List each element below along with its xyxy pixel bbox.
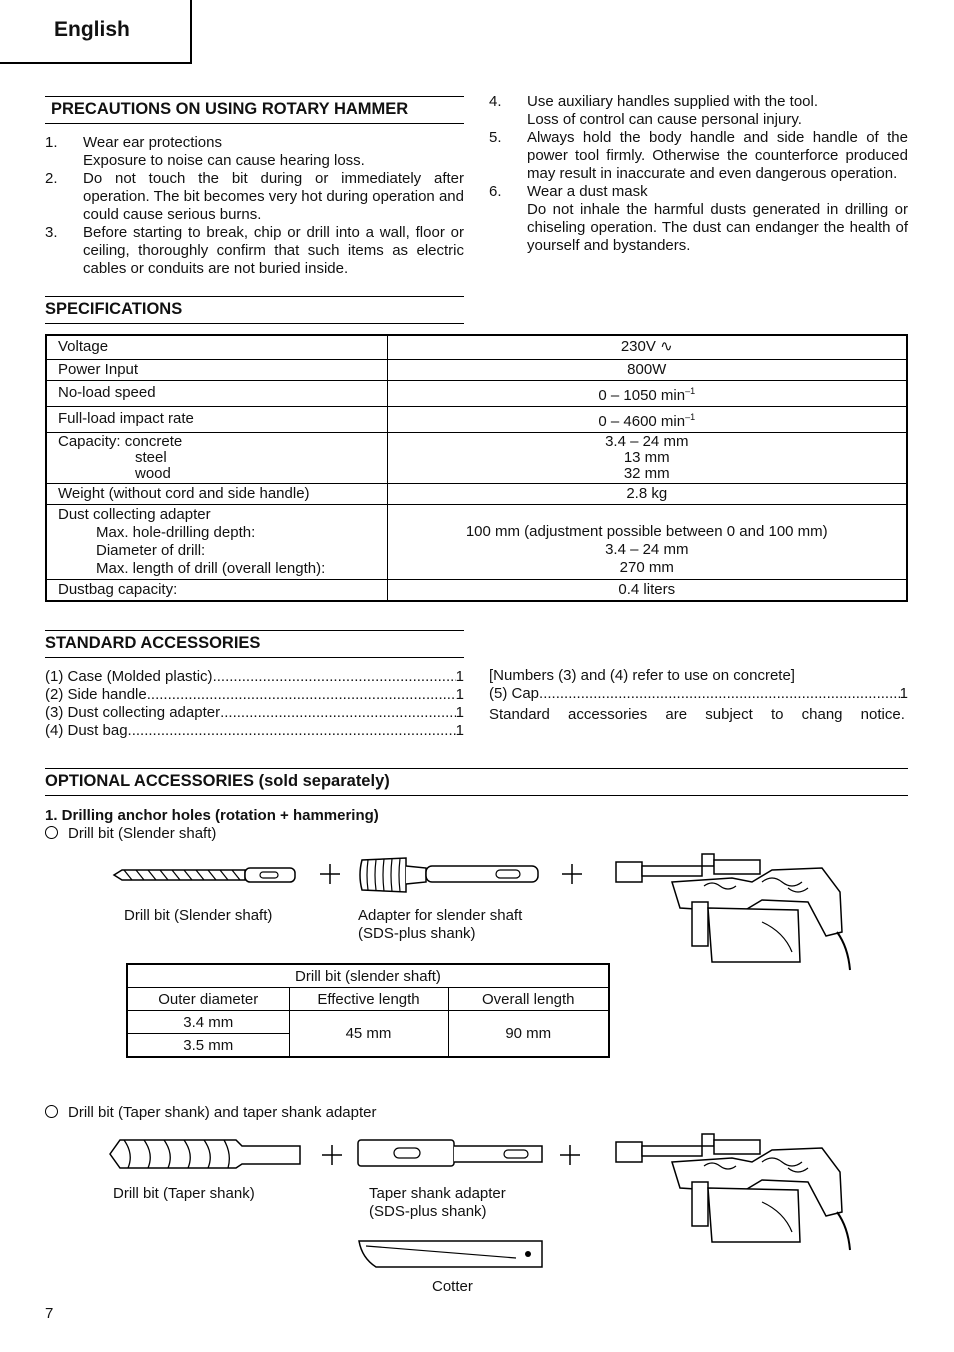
spec-row xyxy=(46,579,907,601)
spec-value: 0.4 liters xyxy=(387,579,907,601)
spec-label: Capacity: concrete steel wood xyxy=(46,432,387,483)
cotter-icon xyxy=(356,1236,546,1270)
slender-bit-table xyxy=(126,963,610,1058)
circle-bullet-icon xyxy=(45,1105,58,1118)
table-cell: 3.5 mm xyxy=(127,1034,289,1058)
column-header: Effective length xyxy=(289,988,448,1011)
plus-icon xyxy=(318,862,342,886)
cotter-caption: Cotter xyxy=(432,1278,473,1295)
spec-row xyxy=(46,335,907,359)
slender-bit-caption: Drill bit (Slender shaft) xyxy=(124,907,273,924)
subject-note: Standard accessories are subject to chang notice. xyxy=(489,706,905,723)
spec-row xyxy=(46,432,907,483)
language-tab xyxy=(0,0,192,64)
plus-icon xyxy=(558,1143,582,1167)
spec-row xyxy=(46,483,907,504)
spec-label: No-load speed xyxy=(46,380,387,406)
slender-adapter-icon xyxy=(356,852,544,898)
precaution-item: 2. Do not touch the bit during or immediately after operation. The bit becomes very hot during operation and could cause serious burns. xyxy=(45,170,464,223)
spec-value: 230V ∿ xyxy=(387,335,907,359)
rotary-hammer-icon xyxy=(612,1132,857,1254)
spec-value: 3.4 – 24 mm 13 mm 32 mm xyxy=(387,432,907,483)
precautions-list-left xyxy=(45,134,464,278)
table-cell: 3.4 mm xyxy=(127,1011,289,1034)
taper-heading: Drill bit (Taper shank) and taper shank adapter xyxy=(45,1104,377,1121)
table-title: Drill bit (slender shaft) xyxy=(127,964,609,988)
column-header: Outer diameter xyxy=(127,988,289,1011)
precaution-item: 6. Wear a dust mask Do not inhale the harmful dusts generated in drilling or chiseling operation. The dust can endanger the health of yourself and bystanders. xyxy=(489,183,908,254)
taper-adapter-caption: Taper shank adapter (SDS-plus shank) xyxy=(369,1185,506,1220)
page-number: 7 xyxy=(45,1305,54,1322)
spec-row xyxy=(46,380,907,406)
standard-accessories-list xyxy=(45,668,464,740)
section1-title: 1. Drilling anchor holes (rotation + hammering) xyxy=(45,807,379,824)
optional-accessories-title: OPTIONAL ACCESSORIES (sold separately) xyxy=(45,768,908,796)
spec-label: Voltage xyxy=(46,335,387,359)
table-cell: 45 mm xyxy=(289,1011,448,1058)
standard-accessories-right xyxy=(489,667,908,724)
spec-value: 800W xyxy=(387,359,907,380)
standard-accessories-title: STANDARD ACCESSORIES xyxy=(45,630,464,658)
accessory-note: [Numbers (3) and (4) refer to use on concrete] xyxy=(489,667,795,684)
precautions-title: PRECAUTIONS ON USING ROTARY HAMMER xyxy=(45,96,464,124)
spec-label: Dustbag capacity: xyxy=(46,579,387,601)
spec-label: Weight (without cord and side handle) xyxy=(46,483,387,504)
table-cell: 90 mm xyxy=(448,1011,609,1058)
spec-value: 100 mm (adjustment possible between 0 and 100 mm) 3.4 – 24 mm 270 mm xyxy=(387,504,907,579)
spec-value: 2.8 kg xyxy=(387,483,907,504)
accessory-item: (3) Dust collecting adapter ..... 1 xyxy=(45,704,464,722)
ac-symbol-icon: ∿ xyxy=(660,338,673,356)
precaution-item: 3. Before starting to break, chip or drill into a wall, floor or ceiling, thoroughly confirm that such items as electric cables or conduits are not buried inside. xyxy=(45,224,464,277)
slender-adapter-caption: Adapter for slender shaft (SDS-plus shank) xyxy=(358,907,523,942)
specifications-table xyxy=(45,334,908,602)
plus-icon xyxy=(320,1143,344,1167)
spec-value: 0 – 1050 $\min^{-1}$ xyxy=(387,380,907,406)
accessory-item: (5) Cap ..... 1 xyxy=(489,685,908,703)
column-header: Overall length xyxy=(448,988,609,1011)
rotary-hammer-icon xyxy=(612,852,857,974)
spec-label: Full-load impact rate xyxy=(46,406,387,432)
taper-drill-bit-icon xyxy=(106,1134,302,1174)
spec-row xyxy=(46,359,907,380)
circle-bullet-icon xyxy=(45,826,58,839)
slender-heading: Drill bit (Slender shaft) xyxy=(45,825,216,842)
accessory-item: (4) Dust bag ..... 1 xyxy=(45,722,464,740)
spec-row xyxy=(46,406,907,432)
precaution-item: 1. Wear ear protections Exposure to noise can cause hearing loss. xyxy=(45,134,365,169)
taper-adapter-icon xyxy=(354,1136,546,1172)
spec-label: Dust collecting adapter Max. hole-drilling depth: Diameter of drill: Max. length of drill (overall length): xyxy=(46,504,387,579)
spec-label: Power Input xyxy=(46,359,387,380)
taper-bit-caption: Drill bit (Taper shank) xyxy=(113,1185,255,1202)
spec-row xyxy=(46,504,907,579)
accessory-item: (1) Case (Molded plastic) ..... 1 xyxy=(45,668,464,686)
specifications-title: SPECIFICATIONS xyxy=(45,296,464,324)
spec-value: 0 – 4600 $\min^{-1}$ xyxy=(387,406,907,432)
slender-drill-bit-icon xyxy=(110,858,300,892)
precaution-item: 5. Always hold the body handle and side handle of the power tool firmly. Otherwise the counterforce produced may result in inaccurate and even dangerous operation. xyxy=(489,129,908,182)
plus-icon xyxy=(560,862,584,886)
precaution-item: 4. Use auxiliary handles supplied with the tool. Loss of control can cause personal injury. xyxy=(489,93,818,128)
precautions-list-right xyxy=(489,93,908,255)
language-label: English xyxy=(54,18,130,41)
accessory-item: (2) Side handle ..... 1 xyxy=(45,686,464,704)
